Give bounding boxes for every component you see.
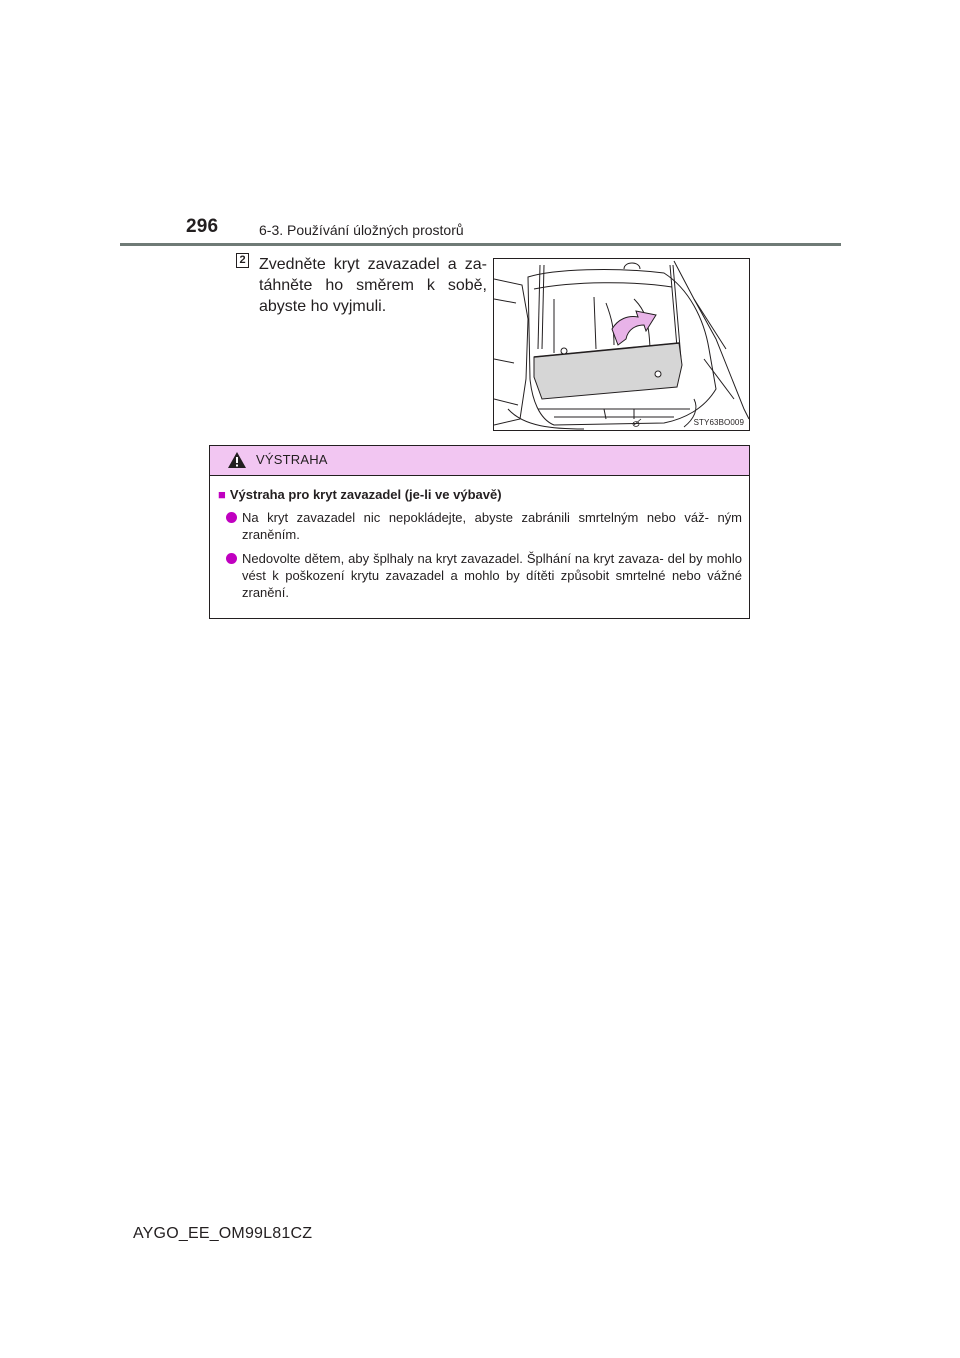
- circle-bullet-icon: [226, 553, 237, 564]
- warning-heading-text: Výstraha pro kryt zavazadel (je-li ve výbavě): [229, 487, 502, 502]
- warning-bullet-text: Nedovolte dětem, aby šplhaly na kryt zavazadel. Šplhání na kryt zavaza- del by mohlo vést k poškození krytu zavazadel a mohlo by dítěti způsobit smrtelné nebo vážné zranění.: [242, 551, 742, 600]
- warning-box: [209, 445, 750, 619]
- trunk-illustration: [493, 258, 750, 431]
- step-number-badge: 2: [236, 253, 249, 268]
- circle-bullet-icon: [226, 512, 237, 523]
- square-bullet-icon: ■: [218, 487, 226, 502]
- section-title: 6-3. Používání úložných prostorů: [259, 222, 464, 238]
- warning-bullet: [226, 509, 742, 543]
- warning-triangle-icon: [227, 451, 247, 469]
- document-id: AYGO_EE_OM99L81CZ: [133, 1225, 313, 1242]
- warning-title: VÝSTRAHA: [256, 452, 328, 467]
- warning-bullet-text: Na kryt zavazadel nic nepokládejte, abyste zabránili smrtelným nebo váž- ným zraněním.: [242, 510, 742, 542]
- figure-code: STY63BO009: [693, 418, 744, 427]
- page-number: 296: [186, 216, 219, 237]
- header-rule: [120, 243, 841, 246]
- warning-heading: [218, 487, 502, 502]
- warning-header: [210, 446, 749, 476]
- warning-bullet: [226, 550, 742, 601]
- trunk-drawing: [494, 259, 749, 430]
- step-instruction: Zvedněte kryt zavazadel a za- táhněte ho směrem k sobě, abyste ho vyjmuli.: [259, 256, 487, 315]
